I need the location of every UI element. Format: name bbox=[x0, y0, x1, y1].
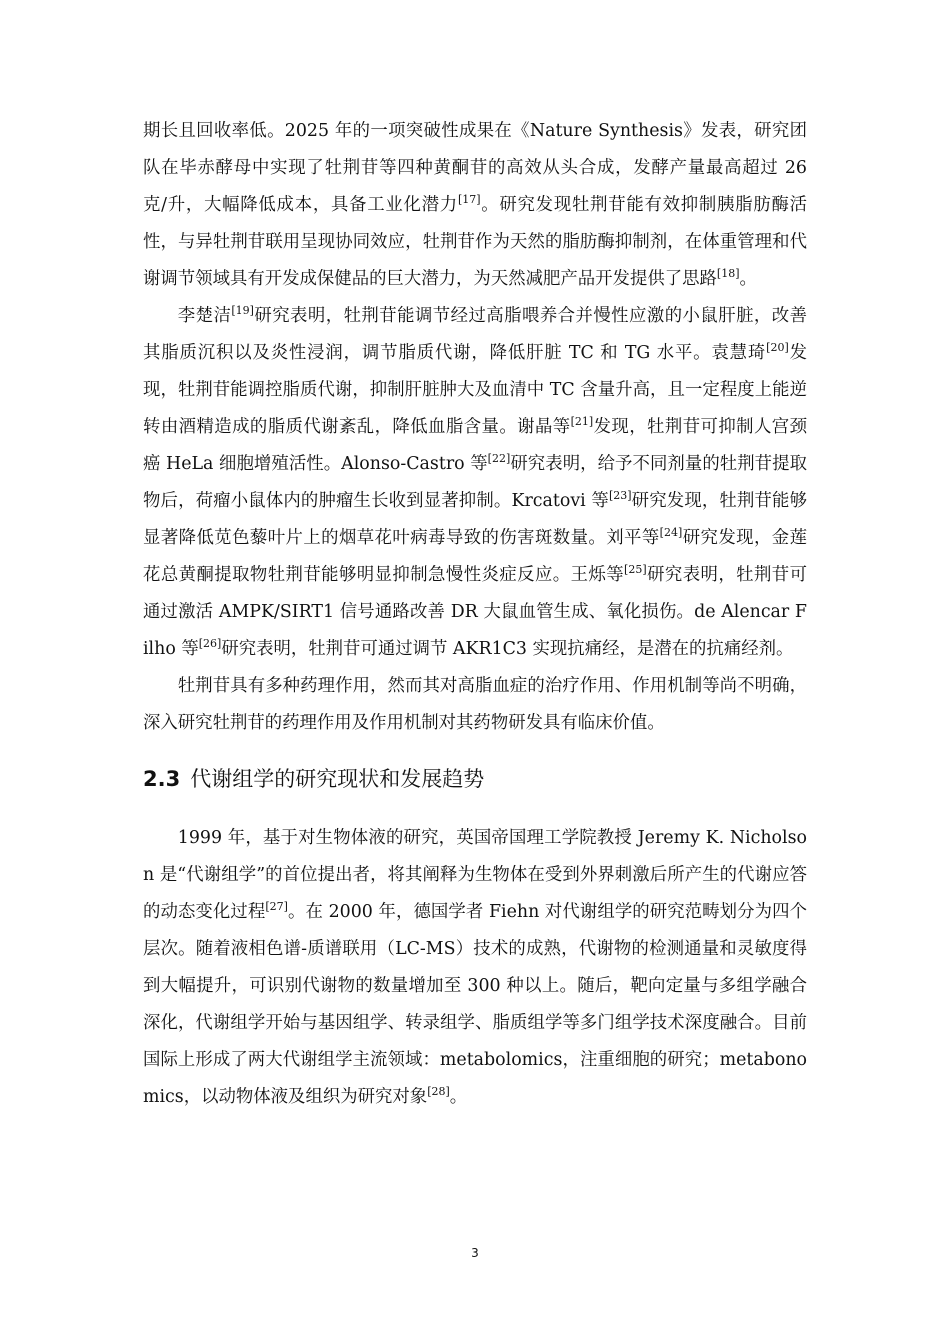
section-heading bbox=[143, 764, 807, 794]
citation-ref: [26] bbox=[198, 637, 222, 650]
body-paragraph bbox=[143, 113, 807, 298]
page-number: 3 bbox=[471, 1246, 479, 1260]
paragraph-text: 。 bbox=[449, 1087, 468, 1107]
paragraph-text: 1999 年，基于对生物体液的研究，英国帝国理工学院教授 Jeremy K. Nicholson 是“代谢组学”的首位提出者，将其阐释为生物体在受到外界刺激后所产生的代谢应答的动态变化过程 bbox=[143, 828, 807, 922]
paragraph-text: 研究表明，牡荆苷可通过调节 AKR1C3 实现抗痛经，是潜在的抗痛经剂。 bbox=[221, 639, 794, 659]
paragraphs-after-section bbox=[143, 820, 807, 1116]
paragraph-text: 研究表明，给予不同剂量的牡荆苷提取物后，荷瘤小鼠体内的肿瘤生长收到显著抑制。Krcatovi 等 bbox=[143, 454, 807, 511]
citation-ref: [24] bbox=[659, 526, 683, 539]
citation-ref: [25] bbox=[624, 563, 647, 576]
paragraph-text: 。在 2000 年，德国学者 Fiehn 对代谢组学的研究范畴划分为四个层次。随着液相色谱-质谱联用（LC-MS）技术的成熟，代谢物的检测通量和灵敏度得到大幅提升，可识别代谢物的数量增加至 300 种以上。随后，靶向定量与多组学融合深化，代谢组学开始与基因组学、转录组学、脂质组学等多门组学技术深度融合。目前国际上形成了两大代谢组学主流领域：metabolomics，注重细胞的研究；metabonomics，以动物体液及组织为研究对象 bbox=[143, 902, 807, 1107]
paragraph-text: 研究发现，金莲花总黄酮提取物牡荆苷能够明显抑制急慢性炎症反应。王烁等 bbox=[143, 528, 807, 585]
paragraph-text: 。 bbox=[739, 269, 757, 289]
citation-ref: [22] bbox=[487, 452, 511, 465]
paragraph-text: 发现，牡荆苷可抑制人宫颈癌 HeLa 细胞增殖活性。Alonso-Castro 等 bbox=[143, 417, 807, 474]
body-paragraph bbox=[143, 298, 807, 668]
citation-ref: [18] bbox=[716, 267, 740, 280]
citation-ref: [23] bbox=[608, 489, 632, 502]
paragraph-text: 发现，牡荆苷能调控脂质代谢，抑制肝脏肿大及血清中 TC 含量升高，且一定程度上能逆转由酒精造成的脂质代谢紊乱，降低血脂含量。谢晶等 bbox=[143, 343, 807, 437]
body-paragraph bbox=[143, 668, 807, 742]
citation-ref: [19] bbox=[231, 304, 254, 317]
paragraph-text: 研究表明，牡荆苷可通过激活 AMPK/SIRT1 信号通路改善 DR 大鼠血管生成、氧化损伤。de Alencar Filho 等 bbox=[143, 565, 807, 659]
paragraph-text: 牡荆苷具有多种药理作用，然而其对高脂血症的治疗作用、作用机制等尚不明确，深入研究牡荆苷的药理作用及作用机制对其药物研发具有临床价值。 bbox=[143, 676, 807, 733]
paragraph-text: 研究表明，牡荆苷能调节经过高脂喂养合并慢性应激的小鼠肝脏，改善其脂质沉积以及炎性浸润，调节脂质代谢，降低肝脏 TC 和 TG 水平。袁慧琦 bbox=[143, 306, 807, 363]
paragraphs-before-section bbox=[143, 113, 807, 742]
citation-ref: [17] bbox=[457, 193, 481, 206]
section-title: 代谢组学的研究现状和发展趋势 bbox=[190, 767, 485, 791]
paragraph-text: 研究发现，牡荆苷能够显著降低苋色藜叶片上的烟草花叶病毒导致的伤害斑数量。刘平等 bbox=[143, 491, 807, 548]
paragraph-text: 期长且回收率低。2025 年的一项突破性成果在《Nature Synthesis》发表，研究团队在毕赤酵母中实现了牡荆苷等四种黄酮苷的高效从头合成，发酵产量最高超过 26 克/升，大幅降低成本，具备工业化潜力 bbox=[143, 121, 807, 215]
paragraph-text: 李楚洁 bbox=[177, 306, 232, 326]
section-number: 2.3 bbox=[143, 767, 181, 791]
citation-ref: [20] bbox=[766, 341, 789, 354]
body-paragraph bbox=[143, 820, 807, 1116]
citation-ref: [28] bbox=[427, 1085, 450, 1098]
citation-ref: [27] bbox=[265, 900, 288, 913]
page-content bbox=[143, 113, 807, 1116]
citation-ref: [21] bbox=[570, 415, 594, 428]
paragraph-text: 。研究发现牡荆苷能有效抑制胰脂肪酶活性，与异牡荆苷联用呈现协同效应，牡荆苷作为天然的脂肪酶抑制剂，在体重管理和代谢调节领域具有开发成保健品的巨大潜力，为天然减肥产品开发提供了思路 bbox=[143, 195, 807, 289]
